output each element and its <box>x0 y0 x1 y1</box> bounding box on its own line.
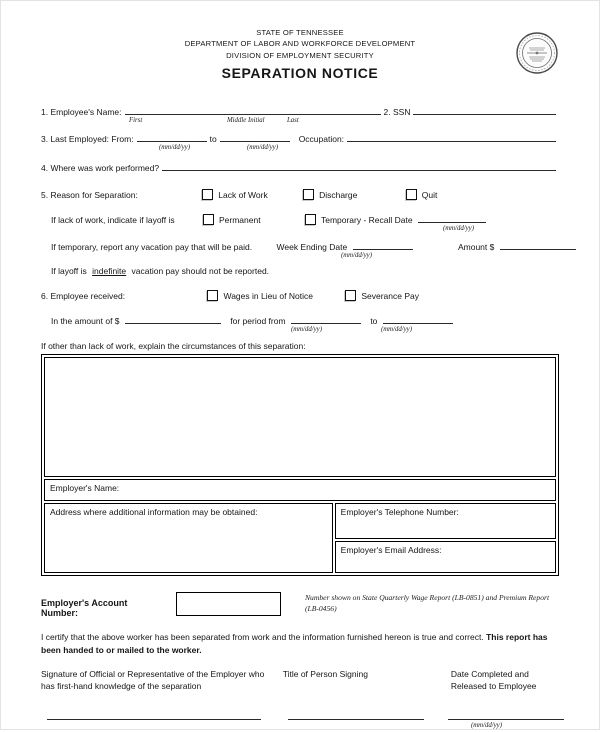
name-sub-labels <box>41 117 559 127</box>
form-header <box>41 27 559 84</box>
discharge-checkbox[interactable] <box>303 189 314 200</box>
signature-date-format <box>41 722 559 732</box>
employee-name-label: 1. Employee's Name: <box>41 107 122 118</box>
week-ending-line[interactable] <box>353 241 413 250</box>
permanent-checkbox[interactable] <box>203 214 214 225</box>
indefinite-note-underlined: indefinite <box>92 266 127 277</box>
certification-bold: This report has been handed to or mailed to the worker. <box>41 632 548 656</box>
period-from-line[interactable] <box>291 315 361 324</box>
signature-header: Signature of Official or Representative of the Employer who has first-hand knowledge of the separation <box>41 668 265 692</box>
wages-in-lieu-label: Wages in Lieu of Notice <box>223 291 313 302</box>
certification-text <box>41 631 559 657</box>
date-line[interactable] <box>448 711 564 720</box>
amount-received-line[interactable] <box>125 315 221 324</box>
lack-of-work-checkbox[interactable] <box>202 189 213 200</box>
date-format-note: (mm/dd/yy) <box>247 144 278 152</box>
work-performed-label: 4. Where was work performed? <box>41 163 160 174</box>
certification-normal: I certify that the above worker has been separated from work and the information furnished hereon is true and correct. <box>41 632 484 643</box>
indefinite-note-pre: If layoff is <box>51 266 87 277</box>
occupation-label: Occupation: <box>298 134 345 145</box>
period-format-notes <box>41 326 559 336</box>
phone-cell[interactable] <box>335 503 556 539</box>
explanation-box[interactable] <box>44 357 556 477</box>
vacation-pay-label: If temporary, report any vacation pay that will be paid. <box>51 242 253 253</box>
address-label: Address where additional information may be obtained: <box>50 507 258 518</box>
ssn-line[interactable] <box>413 106 556 115</box>
amount-label: Amount $ <box>457 242 495 253</box>
explain-label: If other than lack of work, explain the circumstances of this separation: <box>41 341 306 352</box>
name-sub-middle: Middle Initial <box>227 117 265 125</box>
account-number-label: Employer's Account Number: <box>41 598 128 619</box>
temporary-checkbox[interactable] <box>305 214 316 225</box>
employer-name-label: Employer's Name: <box>50 483 120 494</box>
amount-received-label: In the amount of $ <box>51 316 120 327</box>
signature-line[interactable] <box>47 711 261 720</box>
permanent-label: Permanent <box>219 215 261 226</box>
period-to-line[interactable] <box>383 315 453 324</box>
layoff-type-label: If lack of work, indicate if layoff is <box>51 215 175 226</box>
occupation-line[interactable] <box>347 133 556 142</box>
date-header: Date Completed and Released to Employee <box>450 668 537 692</box>
state-seal-icon <box>515 31 559 77</box>
severance-pay-checkbox[interactable] <box>345 290 356 301</box>
indefinite-note-post: vacation pay should not be reported. <box>131 266 270 277</box>
date-format-note: (mm/dd/yy) <box>291 326 322 334</box>
quit-label: Quit <box>421 190 438 201</box>
title-header: Title of Person Signing <box>282 668 368 679</box>
phone-label: Employer's Telephone Number: <box>340 507 459 518</box>
from-date-line[interactable] <box>137 133 207 142</box>
period-from-label: for period from <box>230 316 286 327</box>
severance-pay-label: Severance Pay <box>361 291 419 302</box>
date-format-note: (mm/dd/yy) <box>341 252 372 260</box>
to-date-line[interactable] <box>220 133 290 142</box>
quit-checkbox[interactable] <box>406 189 417 200</box>
header-line-3: DIVISION OF EMPLOYMENT SECURITY <box>226 50 374 60</box>
lack-of-work-label: Lack of Work <box>218 190 268 201</box>
indefinite-note <box>41 266 559 276</box>
work-performed-line[interactable] <box>162 162 556 171</box>
email-label: Employer's Email Address: <box>340 545 442 556</box>
last-employed-label: 3. Last Employed: From: <box>41 134 134 145</box>
employee-name-line[interactable] <box>125 106 381 115</box>
discharge-label: Discharge <box>319 190 358 201</box>
account-number-box[interactable] <box>176 592 281 616</box>
date-format-note: (mm/dd/yy) <box>471 722 502 730</box>
employer-info-table <box>41 354 559 576</box>
title-line[interactable] <box>288 711 424 720</box>
date-format-notes <box>41 144 559 154</box>
address-cell[interactable] <box>44 503 333 573</box>
week-ending-format <box>41 252 559 262</box>
amount-line[interactable] <box>500 241 576 250</box>
reason-label: 5. Reason for Separation: <box>41 190 138 201</box>
wages-in-lieu-checkbox[interactable] <box>207 290 218 301</box>
name-sub-last: Last <box>287 117 299 125</box>
to-label: to <box>209 134 217 145</box>
employee-received-label: 6. Employee received: <box>41 291 126 302</box>
ssn-label: 2. SSN <box>383 107 411 118</box>
form-title: SEPARATION NOTICE <box>221 65 379 82</box>
header-line-1: STATE OF TENNESSEE <box>256 28 344 37</box>
temporary-label: Temporary - Recall Date <box>320 215 413 226</box>
account-number-note: Number shown on State Quarterly Wage Report (LB-0851) and Premium Report (LB-0456) <box>304 593 550 614</box>
name-sub-first: First <box>129 117 143 125</box>
date-format-note: (mm/dd/yy) <box>443 225 474 233</box>
recall-date-format <box>41 225 559 235</box>
date-format-note: (mm/dd/yy) <box>159 144 190 152</box>
week-ending-label: Week Ending Date <box>276 242 348 253</box>
email-cell[interactable] <box>335 541 556 573</box>
date-format-note: (mm/dd/yy) <box>381 326 412 334</box>
period-to-label: to <box>370 316 378 327</box>
employer-name-cell[interactable] <box>44 479 556 501</box>
recall-date-line[interactable] <box>418 214 486 223</box>
header-line-2: DEPARTMENT OF LABOR AND WORKFORCE DEVELOPMENT <box>184 39 416 49</box>
